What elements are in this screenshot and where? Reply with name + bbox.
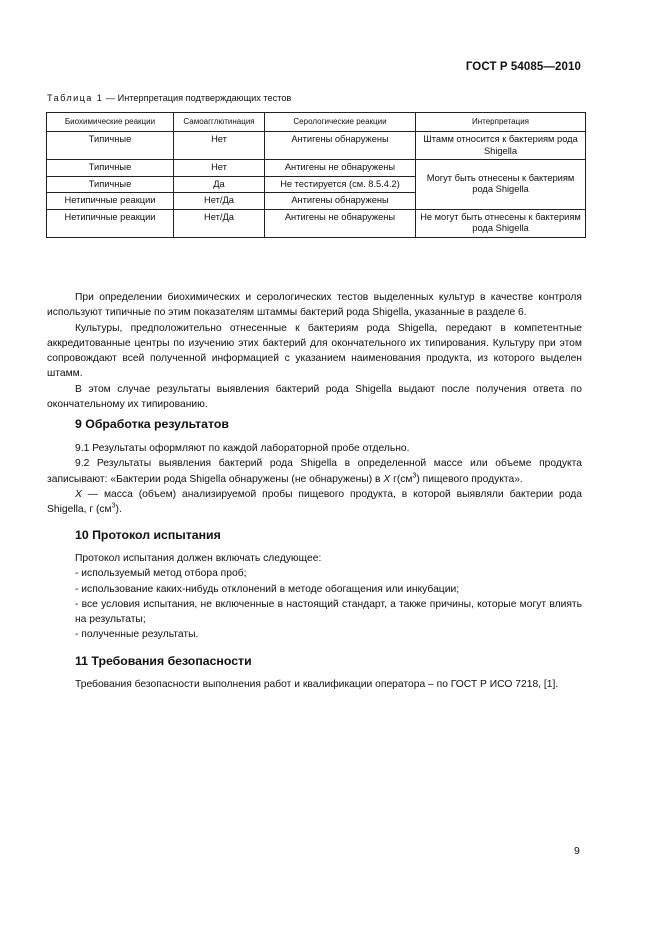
table-header-cell: Серологические реакции: [265, 113, 416, 132]
table-cell: Антигены обнаружены: [265, 132, 416, 160]
table-caption-label: Таблица 1: [47, 93, 104, 103]
table-cell: Не тестируется (см. 8.5.4.2): [265, 176, 416, 193]
table-row: [47, 160, 586, 177]
paragraph: [47, 487, 582, 518]
text-span: ).: [115, 504, 122, 516]
table-cell: Антигены не обнаружены: [265, 209, 416, 237]
table-cell: Антигены не обнаружены: [265, 160, 416, 177]
paragraph: 9.1 Результаты оформляют по каждой лабораторной пробе отдельно.: [75, 443, 410, 454]
list-item: - все условия испытания, не включенные в настоящий стандарт, а также причины, которые могут влиять на результаты;: [75, 598, 582, 626]
superscript: 3: [412, 472, 417, 480]
table-header-cell: Самоагглютинация: [174, 113, 265, 132]
paragraph: В этом случае результаты выявления бактерий рода Shigella выдают после получения ответа по окончательному их типированию.: [47, 383, 582, 411]
list-item: - использование каких-нибудь отклонений в методе обогащения или инкубации;: [75, 583, 460, 595]
table-cell: Антигены обнаружены: [265, 193, 416, 210]
table-cell: Нет: [174, 132, 265, 160]
table-cell: Нет/Да: [174, 209, 265, 237]
body-text-after-table: [47, 290, 582, 412]
table-cell: Типичные: [47, 132, 174, 160]
interpretation-table: [46, 112, 586, 238]
document-code: ГОСТ Р 54085—2010: [465, 61, 581, 73]
table-caption: [47, 93, 291, 103]
text-span: г(см: [390, 473, 413, 485]
superscript: 3: [111, 502, 116, 510]
section-title: 10 Протокол испытания: [75, 528, 221, 542]
table-header-row: [47, 113, 586, 132]
list-item: - используемый метод отбора проб;: [75, 568, 247, 580]
table-header-cell: Биохимические реакции: [47, 113, 174, 132]
table-cell: Типичные: [47, 176, 174, 193]
paragraph: Протокол испытания должен включать следующее:: [75, 553, 322, 564]
table-cell: Нет/Да: [174, 193, 265, 210]
section-title: 9 Обработка результатов: [75, 417, 229, 431]
section-11-body: [47, 677, 582, 692]
table-cell: Типичные: [47, 160, 174, 177]
table-caption-text: — Интерпретация подтверждающих тестов: [103, 93, 292, 103]
table-cell-merged: Могут быть отнесены к бактериям рода Shigella: [416, 160, 586, 210]
page-number: 9: [574, 845, 580, 857]
table-cell: Нет: [174, 160, 265, 177]
table-cell: Нетипичные реакции: [47, 193, 174, 210]
text-span: — масса (объем) анализируемой пробы пищевого продукта, в которой выявляли бактерии рода Shigella, г (см: [47, 488, 582, 516]
variable-x: Х: [75, 488, 82, 500]
text-span: ) пищевого продукта».: [416, 473, 523, 485]
paragraph: Культуры, предположительно отнесенные к бактериям рода Shigella, передают в компетентные аккредитованные центры по изучению этих бактерий для окончательного их типирования. Культуру при этом сопровождают всей полученной информацией с указанием наименования продукта, из которого выделен штамм.: [47, 322, 582, 380]
section-title: 11 Требования безопасности: [75, 654, 252, 668]
list-item: - полученные результаты.: [75, 629, 199, 641]
paragraph: При определении биохимических и серологических тестов выделенных культур в качестве контроля используют типичные по этим показателям штаммы бактерий рода Shigella, указанные в разделе 6.: [47, 292, 582, 319]
table-cell: Не могут быть отнесены к бактериям рода Shigella: [416, 209, 586, 237]
table-row: [47, 209, 586, 237]
table-cell: Да: [174, 176, 265, 193]
table-row: [47, 132, 586, 160]
table-cell: Нетипичные реакции: [47, 209, 174, 237]
table-cell: Штамм относится к бактериям рода Shigella: [416, 132, 586, 160]
section-10-body: [47, 551, 582, 643]
paragraph: Требования безопасности выполнения работ и квалификации оператора – по ГОСТ Р ИСО 7218, [1].: [75, 679, 559, 690]
text-span: 9.2 Результаты выявления бактерий рода Shigella в определенной массе или объеме продукта записывают: «Бактерии рода Shigella обнаружены (не обнаружены) в: [47, 458, 582, 485]
table-header-cell: Интерпретация: [416, 113, 586, 132]
variable-x: Х: [383, 473, 391, 485]
section-9-body: [47, 441, 582, 517]
paragraph: [47, 456, 582, 487]
